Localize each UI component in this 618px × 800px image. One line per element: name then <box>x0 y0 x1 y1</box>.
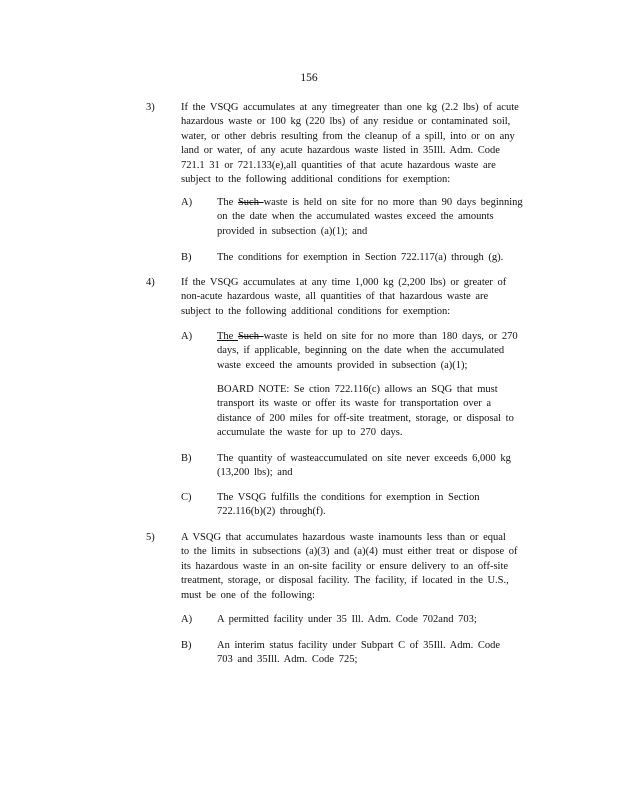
item-number: 5) <box>146 532 155 543</box>
subitem-number: B) <box>181 640 192 651</box>
subitem-number: A) <box>181 197 193 208</box>
text-line: A VSQG that accumulates hazardous waste inamounts less than or equal <box>181 532 506 543</box>
text-line: If the VSQG accumulates at any timegreater than one kg (2.2 lbs) of acute <box>181 102 519 113</box>
text-line: on the date when the accumulated wastes exceed the amounts <box>217 211 494 223</box>
text-line: accumulate the waste for up to 270 days. <box>217 427 403 439</box>
subitem-number: C) <box>181 492 192 503</box>
inserted-text: The <box>217 331 238 342</box>
item-paragraph <box>181 276 541 319</box>
item-paragraph <box>181 101 541 187</box>
subitem-paragraph <box>217 196 547 239</box>
text-line: hazardous waste or 100 kg (220 lbs) of any residue or contaminated soil, <box>181 116 511 128</box>
subitem-paragraph <box>217 491 547 520</box>
text-segment: waste is held on site for no more than 90 days beginning <box>263 197 523 208</box>
item-number: 4) <box>146 277 155 288</box>
text-line: The VSQG fulfills the conditions for exemption in Section <box>217 492 480 503</box>
board-note <box>217 383 547 441</box>
text-line: transport its waste or offer its waste for transportation over a <box>217 398 492 410</box>
text-line: 703 and 35Ill. Adm. Code 725; <box>217 654 358 666</box>
text-line: water, or other debris resulting from the cleanup of a spill, into or on any <box>181 130 515 142</box>
subitem-paragraph <box>217 639 547 668</box>
text-line: must be one of the following: <box>181 589 315 601</box>
text-line: days, if applicable, beginning on the date when the accumulated <box>217 345 505 357</box>
text-line <box>217 330 547 344</box>
subitem-number: B) <box>181 453 192 464</box>
text-line: treatment, storage, or disposal facility. The facility, if located in the U.S., <box>181 575 509 587</box>
text-segment: The <box>217 197 238 208</box>
text-line: to the limits in subsections (a)(3) and (a)(4) must either treat or dispose of <box>181 546 518 558</box>
subitem-paragraph <box>217 330 547 373</box>
subitem-number: A) <box>181 614 193 625</box>
text-line: subject to the following additional conditions for exemption: <box>181 305 451 317</box>
item-paragraph <box>181 531 541 603</box>
text-line: land or water, of any acute hazardous waste listed in 35Ill. Adm. Code <box>181 145 500 157</box>
subitem-paragraph <box>217 251 547 265</box>
text-line: its hazardous waste in an on-site facility or ensure delivery to an off-site <box>181 560 509 572</box>
text-segment: waste is held on site for no more than 180 days, or 270 <box>263 331 518 342</box>
text-line <box>217 196 547 210</box>
text-line: BOARD NOTE: Se ction 722.116(c) allows an SQG that must <box>217 384 498 395</box>
text-line: A permitted facility under 35 Ill. Adm. Code 702and 703; <box>217 614 477 625</box>
text-line: An interim status facility under Subpart C of 35Ill. Adm. Code <box>217 640 501 651</box>
subitem-number: A) <box>181 331 193 342</box>
text-line: provided in subsection (a)(1); and <box>217 225 368 237</box>
text-line: non-acute hazardous waste, all quantities of that hazardous waste are <box>181 291 489 303</box>
deleted-text: Such <box>237 197 264 208</box>
text-line: (13,200 lbs); and <box>217 467 293 479</box>
text-line: subject to the following additional conditions for exemption: <box>181 174 451 186</box>
text-line: 721.1 31 or 721.133(e),all quantities of that acute hazardous waste are <box>181 159 496 171</box>
text-line: waste exceed the amounts provided in subsection (a)(1); <box>217 359 468 371</box>
deleted-text: Such <box>237 331 264 342</box>
subitem-paragraph <box>217 452 547 481</box>
text-line: If the VSQG accumulates at any time 1,000 kg (2,200 lbs) or greater of <box>181 277 507 288</box>
subitem-number: B) <box>181 252 192 263</box>
text-line: The quantity of wasteaccumulated on site never exceeds 6,000 kg <box>217 453 511 464</box>
text-line: 722.116(b)(2) through(f). <box>217 506 326 518</box>
page-number: 156 <box>300 72 318 84</box>
text-line: distance of 200 miles for off-site treatment, storage, or disposal to <box>217 412 514 424</box>
subitem-paragraph <box>217 613 547 627</box>
text-line: The conditions for exemption in Section 722.117(a) through (g). <box>217 252 504 263</box>
item-number: 3) <box>146 102 155 113</box>
